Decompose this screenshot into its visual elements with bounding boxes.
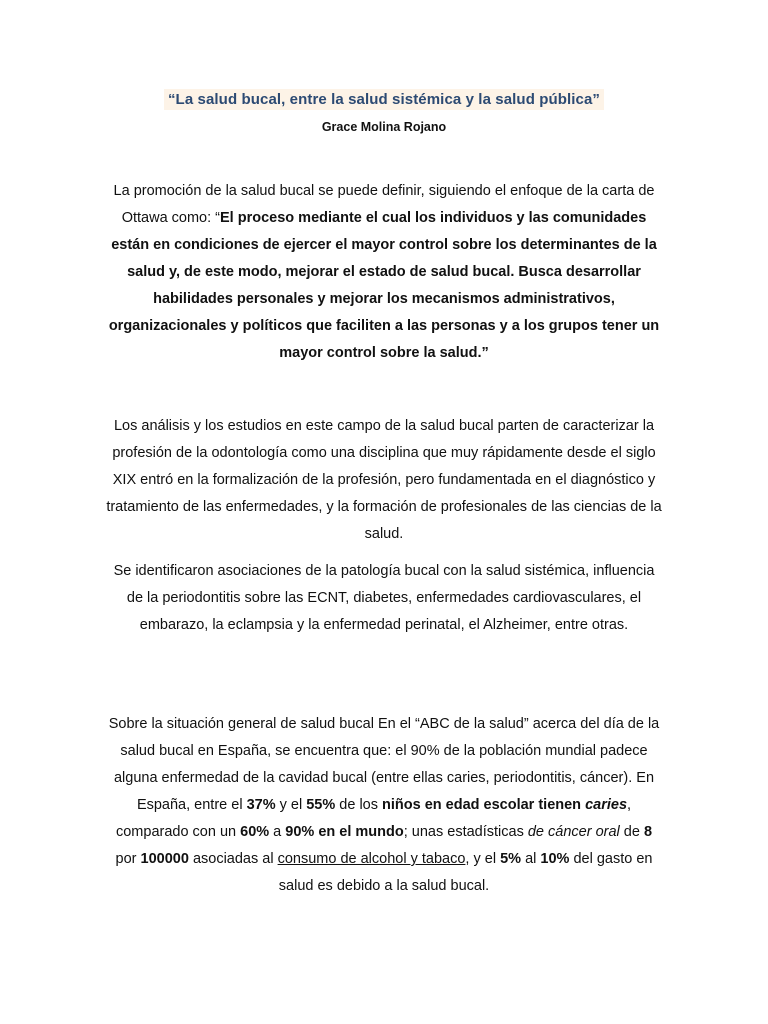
paragraph-ottawa-quote: El proceso mediante el cual los individuos y las comunidades están en condiciones de ejercer el mayor control sobre los determinantes de la salud y, de este modo, mejorar el estado de salud bucal. Busca desarrollar habilidades personales y mejorar los mecanismos administrativos, organizacionales y políticos que faciliten a las personas y a los grupos tener un mayor control sobre la salud.” [108,210,660,361]
text-segment: , comparado con un [115,797,632,840]
stat-55: 55% [306,797,336,813]
cancer-oral-text: de cáncer oral [527,824,620,840]
paragraph-ottawa [104,178,664,367]
text-segment: ; unas estadísticas [403,824,528,840]
author-name: Grace Molina Rojano [321,120,447,134]
paragraph-odontologia: Los análisis y los estudios en este campo de la salud bucal parten de caracterizar la profesión de la odontología como una disciplina que muy rápidamente desde el siglo XIX entró en la formalización de la profesión, pero fundamentada en el diagnóstico y tratamiento de las enfermedades, y la formación de profesionales de las ciencias de la salud. [106,418,662,542]
caries-text: caries [585,797,628,813]
text-segment: del gasto en salud es debido a la salud bucal. [278,851,653,894]
consumo-alcohol-tabaco: consumo de alcohol y tabaco [277,851,466,867]
text-segment: asociadas al [188,851,278,867]
text-segment: a [269,824,286,840]
paragraph-situacion [104,711,664,900]
text-segment: , y el [465,851,501,867]
text-segment: y el [275,797,307,813]
stat-37: 37% [246,797,276,813]
paragraph-asociaciones: Se identificaron asociaciones de la patología bucal con la salud sistémica, influencia de la periodontitis sobre las ECNT, diabetes, enfermedades cardiovasculares, el embarazo, la eclampsia y la enfermedad perinatal, el Alzheimer, entre otras. [113,563,655,633]
stat-100000: 100000 [140,851,189,867]
text-segment: por [115,851,141,867]
stat-90-mundo: 90% en el mundo [285,824,404,840]
text-segment: Sobre la situación general de salud bucal En el “ABC de la salud” acerca del día de la salud bucal en España, se encuentra que: el 90% de la población mundial padece alguna enfermedad de la cavidad bucal (entre ellas caries, periodontitis, cáncer). En España, entre el [108,716,660,813]
stat-10: 10% [540,851,570,867]
stat-5: 5% [500,851,522,867]
stat-8: 8 [643,824,653,840]
text-segment: de los [335,797,383,813]
ninos-text: niños en edad escolar tienen [382,797,582,813]
stat-60: 60% [240,824,270,840]
text-segment: de [619,824,644,840]
document-title: “La salud bucal, entre la salud sistémica y la salud pública” [164,89,604,110]
title-wrapper [0,89,768,110]
text-segment: al [521,851,541,867]
paragraph-ottawa-intro: La promoción de la salud bucal se puede definir, siguiendo el enfoque de la carta de Ottawa como: “ [113,183,655,226]
